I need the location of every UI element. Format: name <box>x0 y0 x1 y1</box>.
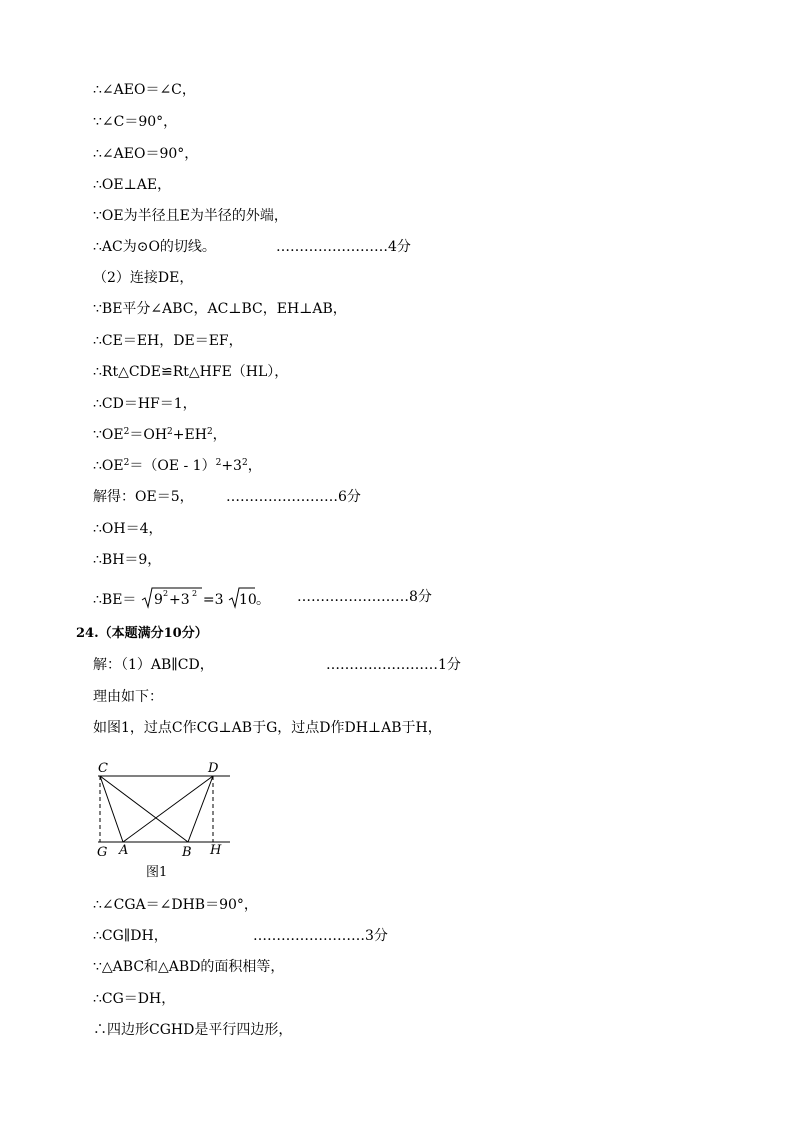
answer-line: ∴四边形CGHD是平行四边形， <box>93 1022 293 1038</box>
proof-line: ∴AC为⊙O的切线。 <box>93 239 216 255</box>
proof-line-sqrt: ∴BE＝ 9 2 +3 2 =3 10 。 <box>93 586 270 610</box>
answer-line: 理由如下： <box>93 689 163 705</box>
square-root-expression <box>228 586 256 610</box>
figure-caption: 图1 <box>146 865 168 880</box>
svg-text:+3: +3 <box>168 592 190 608</box>
proof-line: （2）连接DE， <box>93 270 194 286</box>
radical-sign-icon <box>141 586 203 610</box>
svg-text:9: 9 <box>153 592 163 608</box>
score-marker: ……………………1分 <box>326 657 461 673</box>
score-marker: ……………………3分 <box>253 928 388 944</box>
proof-line: ∴CE＝EH，DE＝EF， <box>93 333 243 349</box>
answer-line: 解：（1）AB∥CD， <box>93 657 214 673</box>
answer-line: ∵△ABC和△ABD的面积相等， <box>93 959 285 975</box>
point-label-d: D <box>208 761 219 776</box>
square-root-expression <box>141 586 203 610</box>
point-label-b: B <box>182 845 192 860</box>
question-heading: 24.（本题满分10分） <box>76 626 208 641</box>
point-label-h: H <box>210 843 222 858</box>
proof-line-equation: $\because OE^2=OH^2+EH^2$， <box>93 427 227 443</box>
score-marker: ……………………4分 <box>276 239 411 255</box>
score-marker: ……………………8分 <box>297 589 432 605</box>
proof-line: ∴CD＝HF＝1， <box>93 396 197 412</box>
proof-line: ∴OE⊥AE， <box>93 177 172 193</box>
point-label-g: G <box>97 845 108 860</box>
proof-line: ∴∠AEO＝90°， <box>93 146 199 162</box>
radical-sign-icon <box>228 586 256 610</box>
proof-line: ∵OE为半径且E为半径的外端， <box>93 208 288 224</box>
svg-text:2: 2 <box>191 589 197 598</box>
svg-text:2: 2 <box>162 589 168 598</box>
proof-line: ∵∠C＝90°， <box>93 114 178 130</box>
figure-1-diagram <box>90 756 240 876</box>
proof-line: ∴BH＝9， <box>93 552 162 568</box>
score-marker: ……………………6分 <box>226 489 361 505</box>
answer-line: ∴CG＝DH， <box>93 991 176 1007</box>
proof-line: ∴OH＝4， <box>93 521 163 537</box>
point-label-c: C <box>98 761 108 776</box>
point-label-a: A <box>119 843 129 858</box>
proof-line-equation: $\therefore OE^2=(OE - 1)^2+3^2$， <box>93 458 262 474</box>
answer-line: 如图1，过点C作CG⊥AB于G，过点D作DH⊥AB于H， <box>93 720 442 736</box>
proof-line: 解得：OE＝5， <box>93 489 194 505</box>
proof-line: ∵BE平分∠ABC，AC⊥BC，EH⊥AB， <box>93 301 347 317</box>
svg-text:10: 10 <box>238 592 256 608</box>
proof-line: ∴∠AEO＝∠C， <box>93 82 196 98</box>
proof-line: ∴Rt△CDE≌Rt△HFE（HL）， <box>93 364 289 380</box>
answer-line: ∴CG∥DH， <box>93 928 168 944</box>
answer-line: ∴∠CGA＝∠DHB＝90°， <box>93 897 258 913</box>
